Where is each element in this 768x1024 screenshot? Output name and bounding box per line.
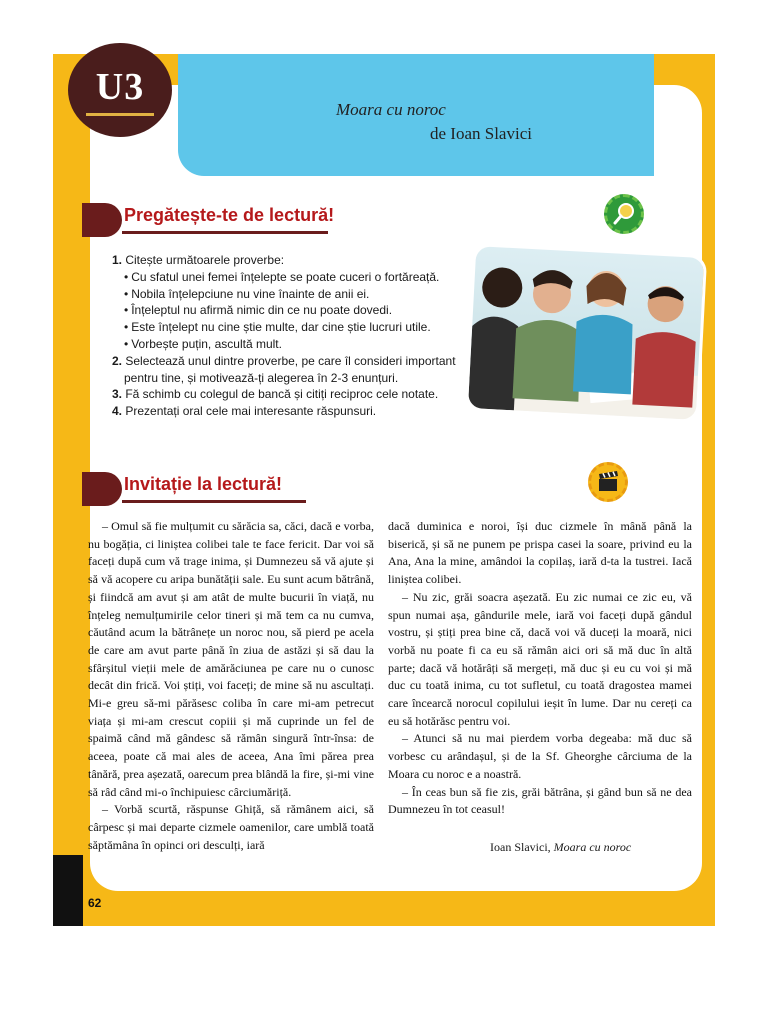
list-item <box>112 302 472 319</box>
paragraph: – Atunci să nu mai pierdem vorba degeaba: mă duc să vorbesc cu arândașul, și de la Sf. Gheorghe cârciuma de la Moara cu noroc e a noastră. <box>388 731 692 781</box>
students-photo <box>468 246 704 420</box>
item-number: 3. <box>112 387 123 402</box>
unit-badge <box>68 43 172 137</box>
list-item <box>112 353 472 370</box>
list-item <box>112 336 472 353</box>
paragraph: – În ceas bun să fie zis, grăi bătrâna, și gând bun să ne dea Dumnezeu în tot ceasul! <box>388 784 692 817</box>
heading-underline <box>122 231 328 234</box>
work-author: de Ioan Slavici <box>430 124 532 143</box>
citation <box>490 840 631 855</box>
page-number: 62 <box>88 896 102 910</box>
paragraph: dacă duminica e noroi, își duc cizmele în mână până la biserică, și să ne punem pe prispa casei la soare, privind eu la Ana, Ana la mine, amândoi la copilaș, iară d-ta la tustrei. Iacă liniștea colibei. <box>388 519 692 587</box>
proverb-text: Nobila înțelepciune nu vine înainte de anii ei. <box>131 286 370 301</box>
students-illustration <box>468 246 704 420</box>
unit-badge-underline <box>86 113 154 116</box>
proverb-text: Este înțelept nu cine știe multe, dar cine știe lucruri utile. <box>131 320 431 335</box>
citation-title: Moara cu noroc <box>553 840 632 854</box>
magnifier-icon-graphic <box>607 197 641 231</box>
heading-underline <box>122 500 306 503</box>
item-text: Fă schimb cu colegul de bancă și citiți reciproc cele notate. <box>125 387 439 402</box>
work-title: Moara cu noroc <box>336 100 446 119</box>
paragraph: – Vorbă scurtă, răspunse Ghiță, să rămânem aici, să cârpesc și mai departe cizmele oamenilor, care umblă toată săptămâna în opinci ori desculți, iară <box>88 802 374 852</box>
section-heading-invitation <box>82 472 322 506</box>
section-heading-prepare <box>82 203 342 237</box>
item-number: 4. <box>112 404 123 419</box>
proverb-text: Vorbește puțin, ascultă mult. <box>131 336 282 351</box>
item-number: 2. <box>112 353 123 368</box>
heading-pill <box>82 472 122 506</box>
proverb-text: Înțeleptul nu afirmă nimic din ce nu poate dovedi. <box>131 303 393 318</box>
list-item-continuation: pentru tine, și motivează-ți alegerea în 2-3 enunțuri. <box>124 370 399 385</box>
item-text: Citește următoarele proverbe: <box>125 253 285 267</box>
citation-author: Ioan Slavici, <box>490 840 551 854</box>
list-item <box>112 252 472 269</box>
unit-badge-label: U3 <box>95 66 145 108</box>
list-item <box>112 403 472 420</box>
exercise-list <box>112 252 472 420</box>
list-item <box>112 269 472 286</box>
left-margin-bar <box>53 855 83 926</box>
section-heading-label: Pregătește-te de lectură! <box>124 205 335 225</box>
paragraph: – Nu zic, grăi soacra așezată. Eu zic numai ce zic eu, vă spun numai așa, gândurile mele, iară voi faceți după gândul vostru, și știți prea bine că, dacă voi vă duceți la moară, nici vorbă nu poate fi ca eu să rămân aici ori să mă duc în altă parte; dacă vă hotărâți să mergeți, mă duc și eu cu voi și mă duc cu toată inima, cu tot sufletul, cu toată dragostea mamei care încearcă norocul copilului ieșit în lume. Dar nu cereți ca eu să hotărăsc pentru voi. <box>388 589 692 728</box>
heading-pill <box>82 203 122 237</box>
section-heading-label: Invitație la lectură! <box>124 474 283 494</box>
item-number: 1. <box>112 253 123 267</box>
list-item <box>112 286 472 303</box>
item-text: Prezentați oral cele mai interesante răspunsuri. <box>125 404 377 419</box>
text-column-right <box>388 518 692 819</box>
magnifier-icon <box>604 194 644 234</box>
proverb-text: Cu sfatul unei femei înțelepte se poate cuceri o fortăreață. <box>131 269 440 284</box>
clapperboard-icon-graphic <box>591 465 625 499</box>
item-text: Selectează unul dintre proverbe, pe care îl consideri important <box>125 353 456 368</box>
text-column-left <box>88 518 374 854</box>
paragraph: – Omul să fie mulțumit cu sărăcia sa, căci, dacă e vorba, nu bogăția, ci liniștea colibei tale te face fericit. Dar voi să faceți după cum vă trage inima, și Dumnezeu să vă ajute și să vă acopere cu aripa bunătății sale. Eu sunt acum bătrână, și fiindcă am avut și am atât de multe bucurii în viață, nu înțeleg nemulțumirile celor tineri și mă tem ca nu cumva, căutând acum la bătrânețe un noroc nou, să pierd pe acela de care am avut parte până în ziua de astăzi și să dau la sfârșitul vieții mele de amărăciunea pe care nu o cunosc decât din frică. Voi știți, voi faceți; de mine să nu ascultați. Mi-e greu să-mi părăsesc coliba în care mi-am petrecut viața și mi-am crescut copiii și mă cuprinde un fel de spaimă când mă gândesc să rămân singură într-însa: de aceea, poate că mai ales de aceea, Ana îmi părea prea tânără, prea așezată, oarecum prea blândă la fire, și-mi vine să râd când mi-o închipuiesc cârciumăriță. <box>88 519 374 799</box>
clapperboard-icon <box>588 462 628 502</box>
list-item <box>112 386 472 403</box>
list-item <box>112 319 472 336</box>
